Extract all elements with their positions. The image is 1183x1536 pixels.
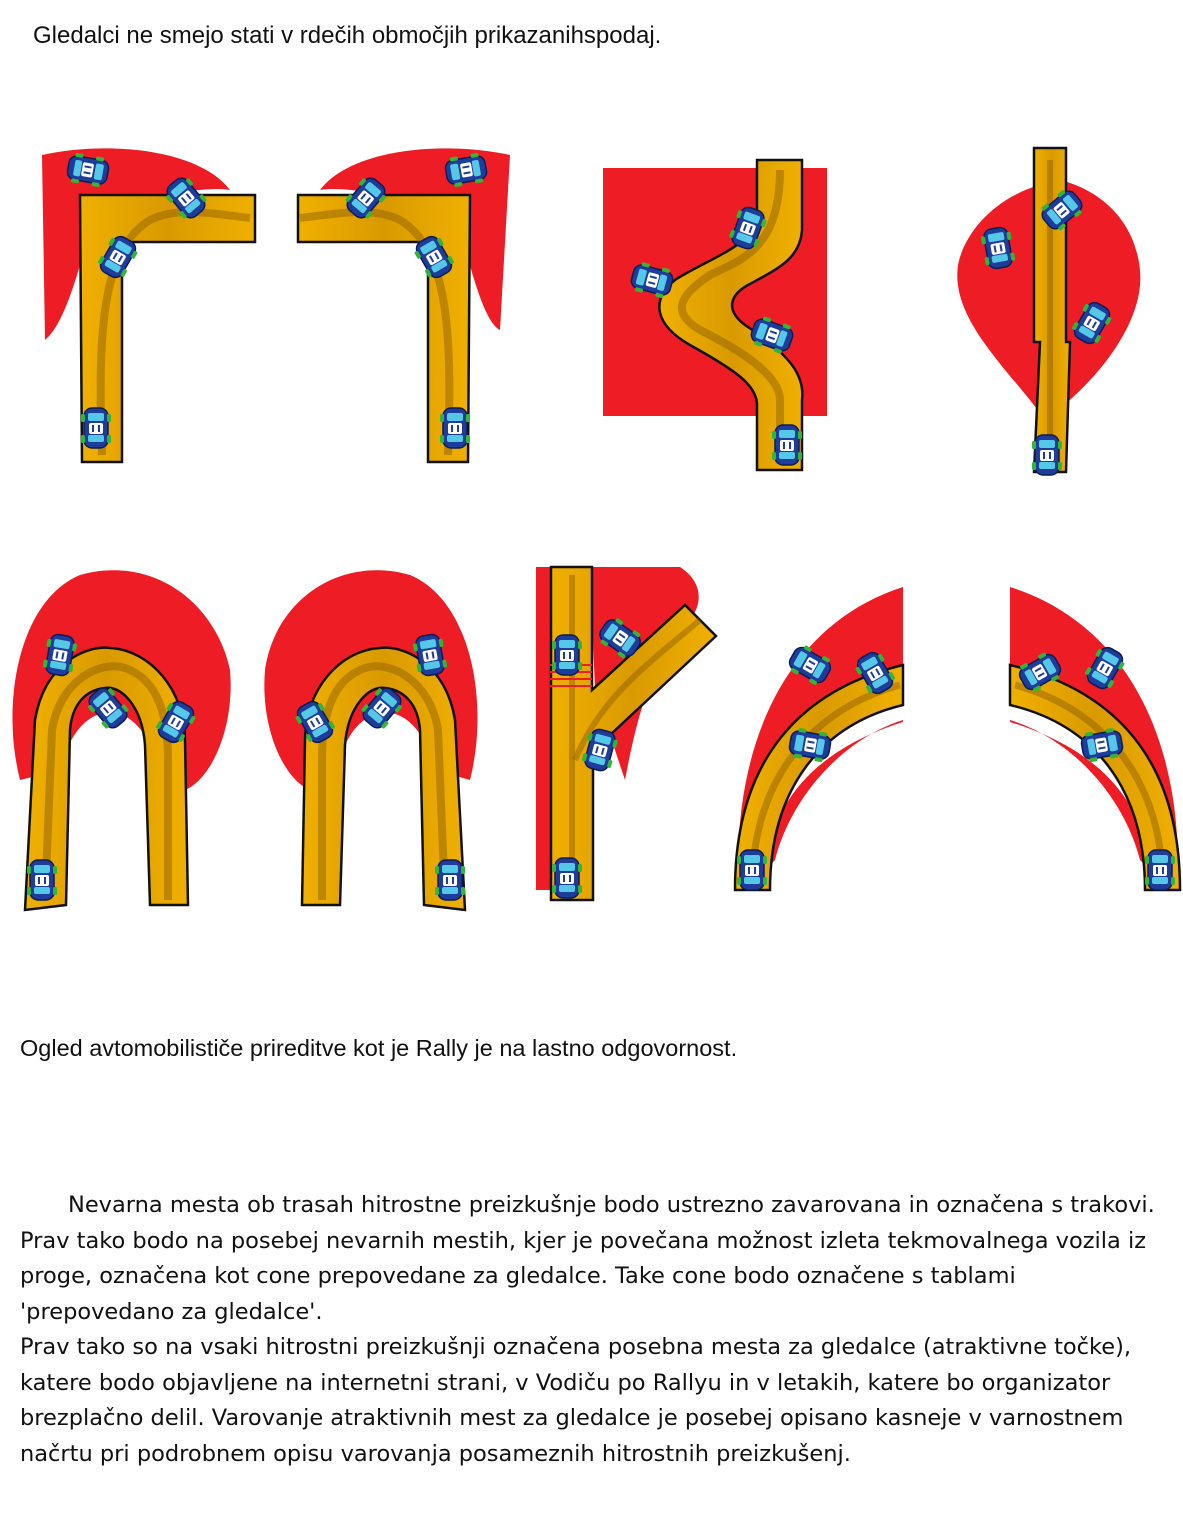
zone-diagram-hairpin-b [264,570,477,910]
zone-diagram-sweeper-right [1010,587,1180,890]
safety-text [20,1188,1170,1472]
zone-diagram-y-junction [536,567,716,900]
zone-diagram-left-turn [298,148,510,462]
zone-diagram-straight-kink [957,148,1140,475]
paragraph-spectator-points: Prav tako so na vsaki hitrostni preizkušnji označena posebna mesta za gledalce (atraktivne točke), katere bodo objavljene na internetni strani, v Vodiču po Rallyu in v letakih, katere bo organizator brezplačno delil. Varovanje atraktivnih mest za gledalce je posebej opisano kasneje v varnostnem načrtu pri podrobnem opisu varovanja posameznih hitrostnih preizkušenj. [20,1334,1132,1467]
zone-diagram-sweeper-left [735,587,903,890]
paragraph-marked-zones: Nevarna mesta ob trasah hitrostne preizkušnje bodo ustrezno zavarovana in označena s trakovi. [68,1192,1155,1218]
zone-diagram-right-turn [42,148,255,462]
zone-diagram-hairpin-a [13,570,231,910]
zone-diagram-s-bend [603,160,827,470]
responsibility-note: Ogled avtomobilističe prireditve kot je Rally je na lastno odgovornost. [20,1035,738,1061]
paragraph-forbidden-zones: Prav tako bodo na posebej nevarnih mestih, kjer je povečana možnost izleta tekmovalnega vozila iz proge, označena kot cone prepovedane za gledalce. Take cone bodo označene s tablami 'prepovedano za gledalce'. [20,1227,1147,1325]
page-heading: Gledalci ne smejo stati v rdečih območjih prikazanihspodaj. [33,22,662,49]
